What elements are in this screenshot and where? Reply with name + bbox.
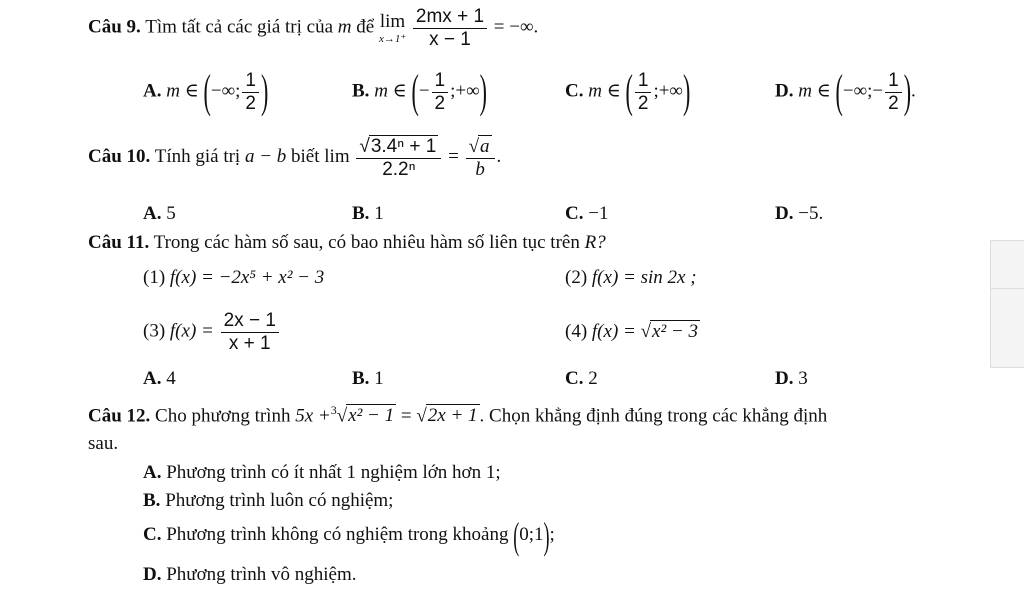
q11-function-4: (4) f(x) = √x² − 3: [565, 321, 698, 342]
q11-option-b[interactable]: B. 1: [352, 368, 384, 389]
q12-text3: sau.: [88, 433, 119, 454]
q12-option-c[interactable]: C. Phương trình không có nghiệm trong khoảng (0;1);: [143, 514, 555, 557]
q11-option-c[interactable]: C. 2: [565, 368, 598, 389]
q10-option-b[interactable]: B. 1: [352, 203, 384, 224]
q11-option-a[interactable]: A. 4: [143, 368, 176, 389]
q9-text: Tìm tất cả các giá trị của: [145, 16, 334, 38]
q9-option-a[interactable]: A. m ∈ (−∞; $\frac{1}{2}$ ): [143, 65, 269, 118]
q10-option-a[interactable]: A. 5: [143, 203, 176, 224]
q11-function-2: (2) f(x) = sin 2x ;: [565, 267, 697, 288]
q9-fraction: $\frac{2mx + 1}{x - 1}$: [413, 6, 487, 51]
question-11: Câu 11. Trong các hàm số sau, có bao nhiêu hàm số liên tục trên R?: [88, 232, 606, 253]
q10-label: Câu 10.: [88, 146, 151, 168]
q12-option-a[interactable]: A. Phương trình có ít nhất 1 nghiệm lớn hơn 1;: [143, 462, 501, 483]
q10-option-c[interactable]: C. −1: [565, 203, 609, 224]
q9-option-b[interactable]: B. m ∈ (− $\frac{1}{2}$ ;+∞): [352, 65, 487, 118]
q9-var: m: [337, 16, 352, 38]
q10-result: $\frac{√a}{b}$: [466, 135, 495, 181]
q9-tail: = −∞.: [493, 16, 539, 38]
q9-option-c[interactable]: C. m ∈ ( $\frac{1}{2}$ ;+∞): [565, 65, 691, 118]
question-10: Câu 10. Tính giá trị a − b biết lim $\frac{\text{√3.4ⁿ + 1}}{\text{2.2ⁿ}}$ = $\frac{√a}{b}$ .: [88, 136, 502, 180]
q11-option-d[interactable]: D. 3: [775, 368, 808, 389]
q12-option-b[interactable]: B. Phương trình luôn có nghiệm;: [143, 490, 394, 511]
q10-fraction: $\frac{\text{√3.4ⁿ + 1}}{\text{2.2ⁿ}}$: [356, 135, 441, 181]
q12-option-d[interactable]: D. Phương trình vô nghiệm.: [143, 564, 357, 585]
question-9: [88, 6, 538, 51]
q9-lim: lim x→1⁺: [378, 11, 407, 46]
q11-function-3: (3) f(x) = $\frac{2x - 1}{x + 1}$: [143, 310, 281, 355]
page-thumbnail: [990, 288, 1024, 368]
q11-function-1: (1) f(x) = −2x⁵ + x² − 3: [143, 267, 325, 288]
q9-option-d[interactable]: D. m ∈ (−∞;− $\frac{1}{2}$ ).: [775, 65, 916, 118]
q10-lim: lim: [324, 146, 350, 168]
question-12: Câu 12. Cho phương trình 5x +$^3$√x² − 1 = √2x + 1 . Chọn khẳng định đúng trong các khẳng định: [88, 403, 828, 427]
q10-option-d[interactable]: D. −5.: [775, 203, 824, 224]
q9-text2: để: [356, 16, 375, 38]
q9-label: Câu 9.: [88, 16, 141, 38]
